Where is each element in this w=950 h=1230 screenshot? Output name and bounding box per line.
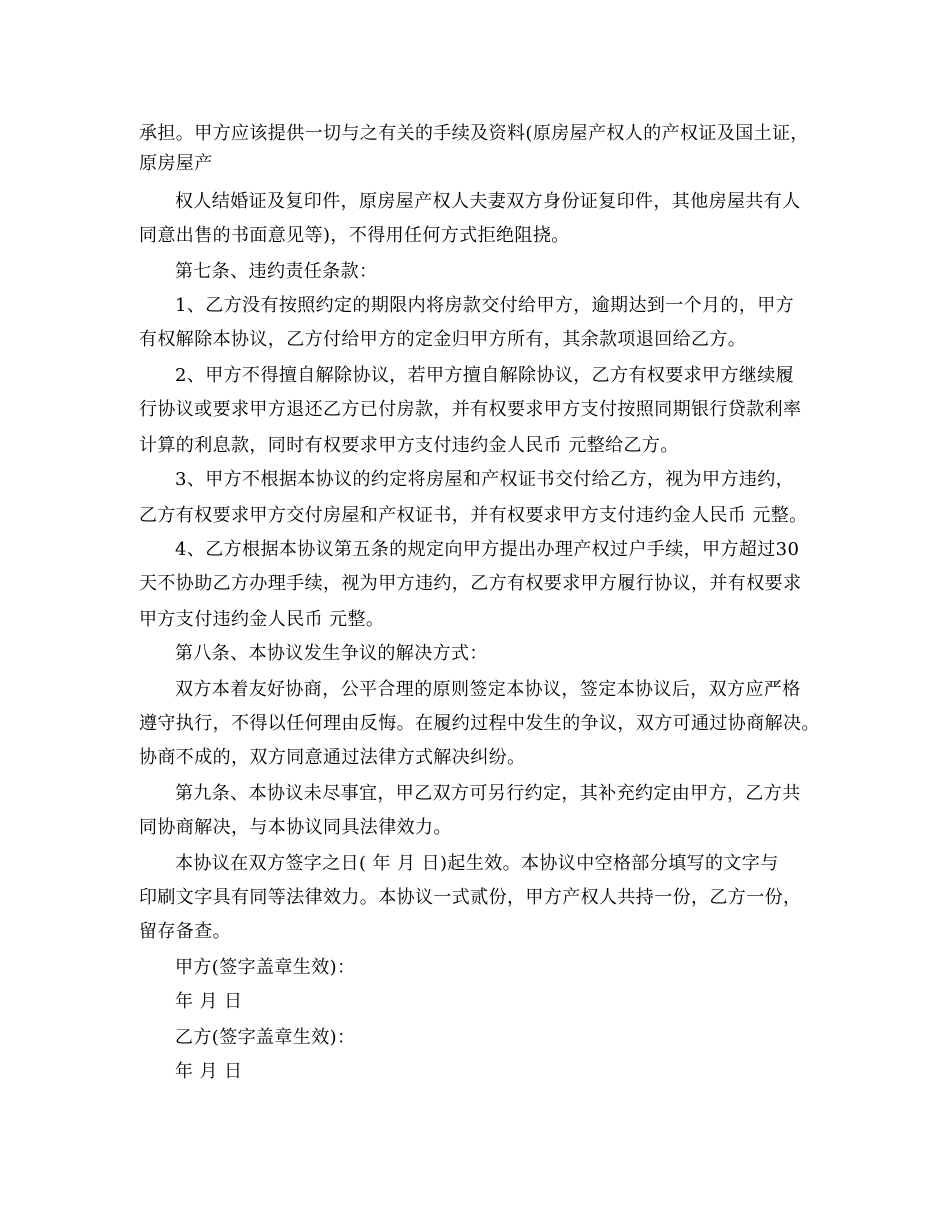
text-line: 同意出售的书面意见等)，不得用任何方式拒绝阻挠。 (139, 225, 570, 246)
text-line: 原房屋产 (139, 153, 213, 174)
text-line: 乙方有权要求甲方交付房屋和产权证书，并有权要求甲方支付违约金人民币 元整。 (139, 505, 808, 526)
text-line: 有权解除本协议，乙方付给甲方的定金归甲方所有，其余款项退回给乙方。 (139, 329, 747, 350)
text-line: 3、甲方不根据本协议的约定将房屋和产权证书交付给乙方，视为甲方违约， (175, 469, 795, 490)
text-line: 天不协助乙方办理手续，视为甲方违约，乙方有权要求甲方履行协议，并有权要求 (139, 573, 802, 594)
text-line: 同协商解决，与本协议同具法律效力。 (139, 817, 452, 838)
text-line: 留存备查。 (139, 921, 231, 942)
text-line: 本协议在双方签字之日( 年 月 日)起生效。本协议中空格部分填写的文字与 (175, 853, 779, 874)
text-line: 第九条、本协议未尽事宜，甲乙双方可另行约定，其补充约定由甲方，乙方共 (175, 783, 801, 804)
date-line-party-a: 年 月 日 (175, 991, 243, 1012)
text-line: 2、甲方不得擅自解除协议，若甲方擅自解除协议，乙方有权要求甲方继续履 (175, 365, 795, 386)
text-line: 1、乙方没有按照约定的期限内将房款交付给甲方，逾期达到一个月的，甲方 (175, 295, 795, 316)
text-line: 4、乙方根据本协议第五条的规定向甲方提出办理产权过户手续，甲方超过30 (175, 539, 800, 560)
text-line: 印刷文字具有同等法律效力。本协议一式贰份，甲方产权人共持一份，乙方一份， (139, 887, 802, 908)
text-line: 行协议或要求甲方退还乙方已付房款，并有权要求甲方支付按照同期银行贷款利率 (139, 399, 802, 420)
text-line: 双方本着友好协商，公平合理的原则签定本协议，签定本协议后，双方应严格 (175, 679, 801, 700)
text-line: 遵守执行，不得以任何理由反悔。在履约过程中发生的争议，双方可通过协商解决。 (139, 713, 820, 734)
signature-label-party-a: 甲方(签字盖章生效)： (175, 957, 356, 978)
text-line: 权人结婚证及复印件，原房屋产权人夫妻双方身份证复印件，其他房屋共有人 (175, 191, 801, 212)
section-heading: 第七条、违约责任条款： (175, 261, 378, 282)
section-heading: 第八条、本协议发生争议的解决方式： (175, 643, 488, 664)
text-line: 承担。甲方应该提供一切与之有关的手续及资料(原房屋产权人的产权证及国土证， (139, 123, 809, 144)
date-line-party-b: 年 月 日 (175, 1061, 243, 1082)
text-line: 甲方支付违约金人民币 元整。 (139, 609, 385, 630)
text-line: 协商不成的，双方同意通过法律方式解决纠纷。 (139, 747, 526, 768)
text-line: 计算的利息款，同时有权要求甲方支付违约金人民币 元整给乙方。 (139, 435, 679, 456)
signature-label-party-b: 乙方(签字盖章生效)： (175, 1027, 356, 1048)
